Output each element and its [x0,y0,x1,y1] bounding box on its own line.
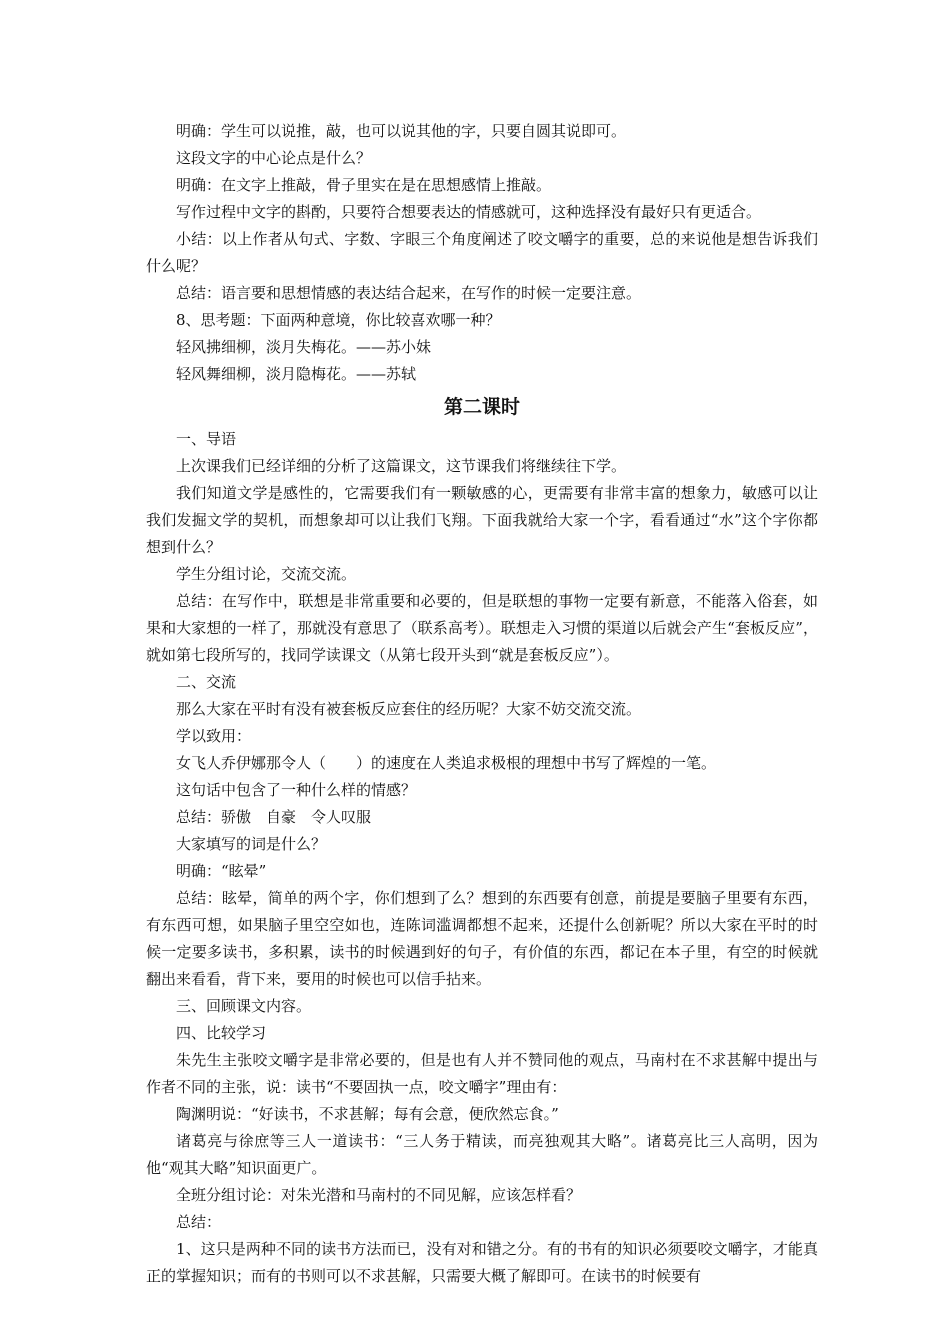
paragraph: 一、导语 [176,430,237,448]
paragraph: 小结：以上作者从句式、字数、字眼三个角度阐述了咬文嚼字的重要，总的来说他是想告诉我们什么呢？ [146,230,818,275]
paragraph: 全班分组讨论：对朱光潜和马南村的不同见解，应该怎样看？ [176,1186,582,1204]
paragraph: 诸葛亮与徐庶等三人一道读书：“三人务于精读，而亮独观其大略”。诸葛亮比三人高明，因为他“观其大略”知识面更广。 [146,1132,818,1177]
paragraph: 这段文字的中心论点是什么？ [176,149,372,167]
paragraph: 总结： [176,1213,222,1231]
paragraph: 二、交流 [176,673,237,691]
paragraph: 总结：语言要和思想情感的表达结合起来，在写作的时候一定要注意。 [176,284,642,302]
paragraph: 轻风舞细柳，淡月隐梅花。——苏轼 [176,365,417,383]
paragraph: 我们知道文学是感性的，它需要我们有一颗敏感的心，更需要有非常丰富的想象力，敏感可以让我们发掘文学的契机，而想象却可以让我们飞翔。下面我就给大家一个字，看看通过“水”这个字你都想到什么？ [146,484,818,556]
paragraph: 上次课我们已经详细的分析了这篇课文，这节课我们将继续往下学。 [176,457,627,475]
paragraph: 四、比较学习 [176,1024,267,1042]
paragraph: 明确：“眩晕” [176,862,267,880]
paragraph: 三、回顾课文内容。 [176,997,312,1015]
paragraph: 明确：学生可以说推，敲，也可以说其他的字，只要自圆其说即可。 [176,122,627,140]
paragraph: 明确：在文字上推敲，骨子里实在是在思想感情上推敲。 [176,176,552,194]
paragraph: 总结：在写作中，联想是非常重要和必要的，但是联想的事物一定要有新意，不能落入俗套，如果和大家想的一样了，那就没有意思了（联系高考）。联想走入习惯的渠道以后就会产生“套板反应”，就如第七段所写的，找同学读课文（从第七段开头到“就是套板反应”）。 [146,592,818,664]
paragraph: 总结：骄傲 自豪 令人叹服 [176,808,372,826]
document-page [146,118,818,1290]
paragraph: 那么大家在平时有没有被套板反应套住的经历呢？大家不妨交流交流。 [176,700,642,718]
paragraph: 陶渊明说：“好读书，不求甚解；每有会意，便欣然忘食。” [176,1105,559,1123]
paragraph: 大家填写的词是什么？ [176,835,327,853]
paragraph: 轻风拂细柳，淡月失梅花。——苏小妹 [176,338,432,356]
section-title: 第二课时 [443,396,520,418]
paragraph: 1、这只是两种不同的读书方法而已，没有对和错之分。有的书有的知识必须要咬文嚼字，才能真正的掌握知识；而有的书则可以不求甚解，只需要大概了解即可。在读书的时候要有 [146,1240,818,1285]
paragraph: 女飞人乔伊娜那令人（ ）的速度在人类追求极根的理想中书写了辉煌的一笔。 [176,754,717,772]
paragraph: 8、思考题：下面两种意境，你比较喜欢哪一种？ [176,311,501,329]
paragraph: 学生分组讨论，交流交流。 [176,565,357,583]
paragraph: 朱先生主张咬文嚼字是非常必要的，但是也有人并不赞同他的观点，马南村在不求甚解中提出与作者不同的主张，说：读书“不要固执一点，咬文嚼字”理由有： [146,1051,818,1096]
paragraph: 总结：眩晕，简单的两个字，你们想到了么？想到的东西要有创意，前提是要脑子里要有东西，有东西可想，如果脑子里空空如也，连陈词滥调都想不起来，还提什么创新呢？所以大家在平时的时候一定要多读书，多积累，读书的时候遇到好的句子，有价值的东西，都记在本子里，有空的时候就翻出来看看，背下来，要用的时候也可以信手拈来。 [146,889,818,988]
paragraph: 写作过程中文字的斟酌，只要符合想要表达的情感就可，这种选择没有最好只有更适合。 [176,203,762,221]
paragraph: 学以致用： [176,727,252,745]
paragraph: 这句话中包含了一种什么样的情感？ [176,781,417,799]
